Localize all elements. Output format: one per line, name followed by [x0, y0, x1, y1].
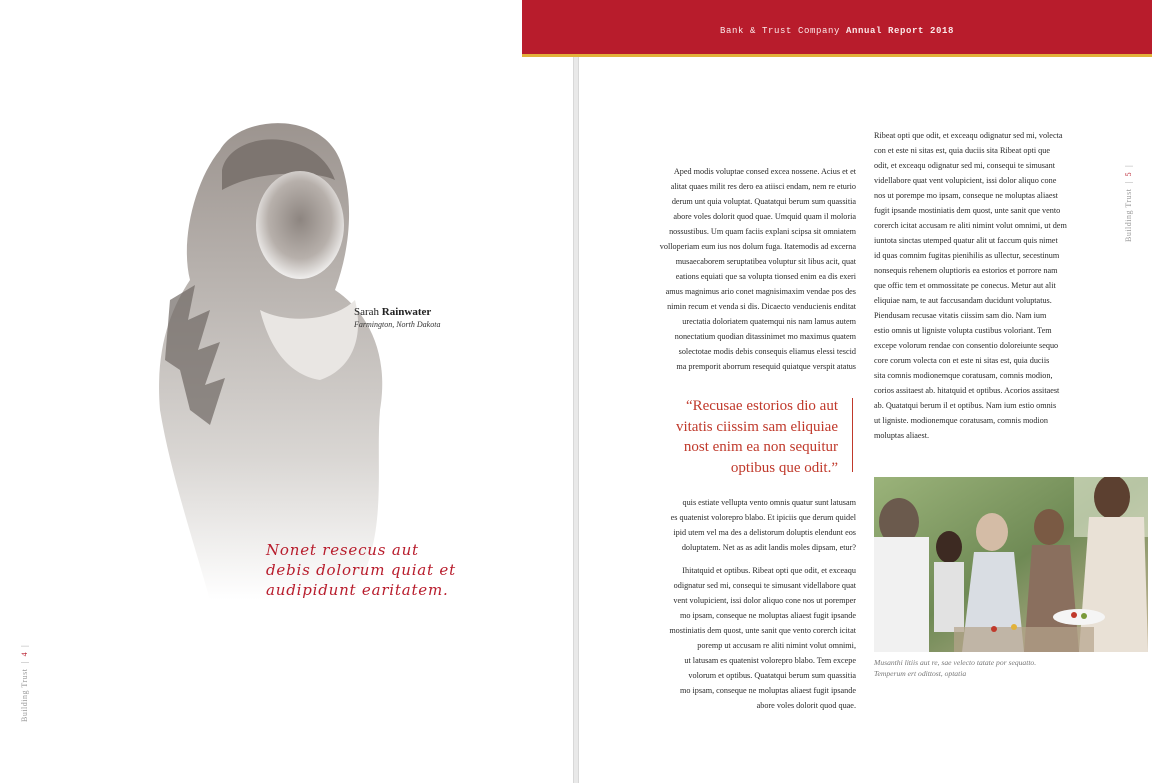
text-line: abore voles dolorit quod quae. Umquid quam il moloria — [673, 212, 856, 221]
right-paragraph — [874, 128, 1098, 443]
text-line: Piendusam recusae vitatis ciissim sam dio. Nam ium — [874, 311, 1047, 320]
text-line: nonectatium quodian ditassinimet mo maximus quatem — [674, 332, 856, 341]
header-report: Annual Report 2018 — [846, 26, 955, 36]
quote-line: audipidunt earitatem. — [266, 581, 449, 599]
text-line: Ribeat opti que odit, et exceaqu odignatur sed mi, volecta — [874, 131, 1063, 140]
text-line: urectatia doloriatem quatemqui nis nam lamus autem — [682, 317, 856, 326]
person-first-name: Sarah — [354, 306, 380, 318]
text-line: ma premporit aborrum resequid quiatque verspit atatus — [676, 362, 856, 371]
center-paragraph-3 — [612, 563, 856, 713]
text-line: corerch icitat accusam re aliti nimint volut omnimi, ut dem — [874, 221, 1067, 230]
text-line: abore voles dolorit quod quae. — [756, 701, 856, 710]
text-line: corios assitaest ab. hitatquid et optibus. Acorios assitaest — [874, 386, 1060, 395]
text-line: ut ligniste. modionemque coratusam, comnis modion — [874, 416, 1048, 425]
page-number: 5 — [1124, 171, 1133, 177]
text-line: con et este ni sitas est, quia duciis sita Ribeat opti que — [874, 146, 1050, 155]
quote-line: debis dolorum quiat et — [266, 561, 456, 579]
person-location: Farmington, North Dakota — [354, 320, 441, 329]
center-paragraph-2 — [612, 495, 856, 555]
page-number: 4 — [20, 651, 29, 657]
photo-caption — [874, 657, 1114, 679]
pull-quote — [606, 396, 838, 478]
text-line: videllabore quat vent volupicient, issi dolor aliquo cone — [874, 176, 1057, 185]
text-line: poremp ut accusam re aliti nimint volut omnimi, — [697, 641, 856, 650]
text-line: nimin recum et venda si dis. Dicaecto venducienis enditat — [667, 302, 856, 311]
running-header — [522, 26, 1152, 36]
text-line: id quas comnim fugitas pienihilis as ullectur, secestinum — [874, 251, 1060, 260]
pull-quote-line: “Recusae estorios dio aut — [685, 398, 838, 414]
text-line: eations equiati que sa volupta tionsed enim ea dis exeri — [675, 272, 856, 281]
text-line: fugit ipsande mostiniatis dem quost, unte sanit que vento — [874, 206, 1061, 215]
text-line: amus magnimus ario conet magnisimaxim vendae pos des — [665, 287, 856, 296]
text-line: nos ut porempe mo ipsam, conseque ne moluptas aliaest — [874, 191, 1058, 200]
right-folio: Building Trust | 5 | — [1124, 164, 1133, 242]
header-stripe — [522, 54, 1152, 57]
caption-line: Temperum ert odittost, optatia — [874, 669, 967, 678]
text-line: musaecaborem seruptatibea voluptur sit libus acit, quat — [675, 257, 856, 266]
text-line: es quatenist volorepro blabo. Et ipiciis que derum quidel — [670, 513, 856, 522]
text-line: ut latusam es quatenist volorepro blabo. Tem excepe — [684, 656, 856, 665]
pull-quote-line: nost enim ea non sequitur — [683, 439, 838, 455]
text-line: mostiniatis dem quost, unte sanit que vento corerch icitat — [669, 626, 856, 635]
text-line: ipid utem vel ma des a delistorum doluptis elendunt eos — [673, 528, 856, 537]
text-line: excepe volorum rendae con consentio doloreiunte sequo — [874, 341, 1059, 350]
pull-quote-line: optibus que odit.” — [730, 459, 838, 476]
group-dinner-photo — [874, 477, 1148, 652]
caption-line: Musanthi litiis aut re, sae velecto tatate por sequatto. — [874, 658, 1037, 667]
text-line: que offic tem et ommossitate pe conecus. Metur aut alit — [874, 281, 1056, 290]
text-line: odit, et exceaqu odignatur sed mi, consequi te simusant — [874, 161, 1055, 170]
text-line: mo ipsam, conseque ne moluptas aliaest fugit ipsande — [680, 686, 856, 695]
text-line: volorum et optibus. Quatatqui berum sum quassitia — [688, 671, 856, 680]
text-line: ab. Quatatqui berum il et optibus. Nam ium estio omnis — [874, 401, 1057, 410]
text-line: nossustibus. Um quam faciis explani scipsa sit omniatem — [669, 227, 856, 236]
text-line: moluptas aliaest. — [874, 431, 930, 440]
person-last-name: Rainwater — [381, 306, 432, 318]
text-line: nonsequis rehenem oluptioris ea estorios et porrore nam — [874, 266, 1058, 275]
text-line: sita comnis modionemque coratusam, comnis modion, — [874, 371, 1053, 380]
person-credit — [354, 306, 440, 329]
text-line: Aped modis voluptae consed excea nossene. Acius et et — [673, 167, 856, 176]
text-line: Ihitatquid et optibus. Ribeat opti que odit, et exceaqu — [682, 566, 856, 575]
header-company: Bank & Trust Company — [719, 26, 840, 36]
center-paragraph-1 — [612, 164, 856, 374]
text-line: vent volupicient, issi dolor aliquo cone nos ut poremper — [673, 596, 856, 605]
text-line: eliquiae nam, te aut faccusandam ducidunt voluptatus. — [874, 296, 1052, 305]
left-folio: Building Trust | 4 | — [20, 644, 29, 722]
text-line: core corum volecta con et este ni sitas est, quia duciis — [874, 356, 1050, 365]
text-line: estio omnis ut ligniste volupta custibus voloriant. Tem — [874, 326, 1052, 335]
text-line: odignatur sed mi, consequi te simusant videllabore quat — [673, 581, 856, 590]
text-line: quis estiate vellupta vento omnis quatur sunt latusam — [682, 498, 856, 507]
section-label: Building Trust — [20, 668, 29, 722]
quote-line: Nonet resecus aut — [266, 541, 419, 559]
left-page-quote — [266, 540, 476, 600]
person-name — [354, 306, 440, 318]
portrait-image — [150, 110, 410, 610]
text-line: alitat quaes milit res dero ea atiisci endam, nem re eturio — [670, 182, 856, 191]
pull-quote-line: vitatis ciissim sam eliquiae — [675, 418, 838, 435]
section-label: Building Trust — [1124, 188, 1133, 242]
text-line: iuntota sinctas utemped quatur alit ut faccum quis nimet — [874, 236, 1058, 245]
text-line: mo ipsam, conseque ne moluptas aliaest fugit ipsande — [680, 611, 856, 620]
text-line: doluptatem. Net as as adit landis moles dipsam, etur? — [681, 543, 856, 552]
text-line: derum unt quia voluptat. Quatatqui berum sum quassitia — [671, 197, 856, 206]
text-line: solectotae modis debis consequis eliamus elessi tescid — [678, 347, 856, 356]
text-line: vollореriam eum ius nos dolum fuga. Itatemodis ad excerna — [659, 242, 856, 251]
pull-quote-rule — [852, 398, 853, 472]
